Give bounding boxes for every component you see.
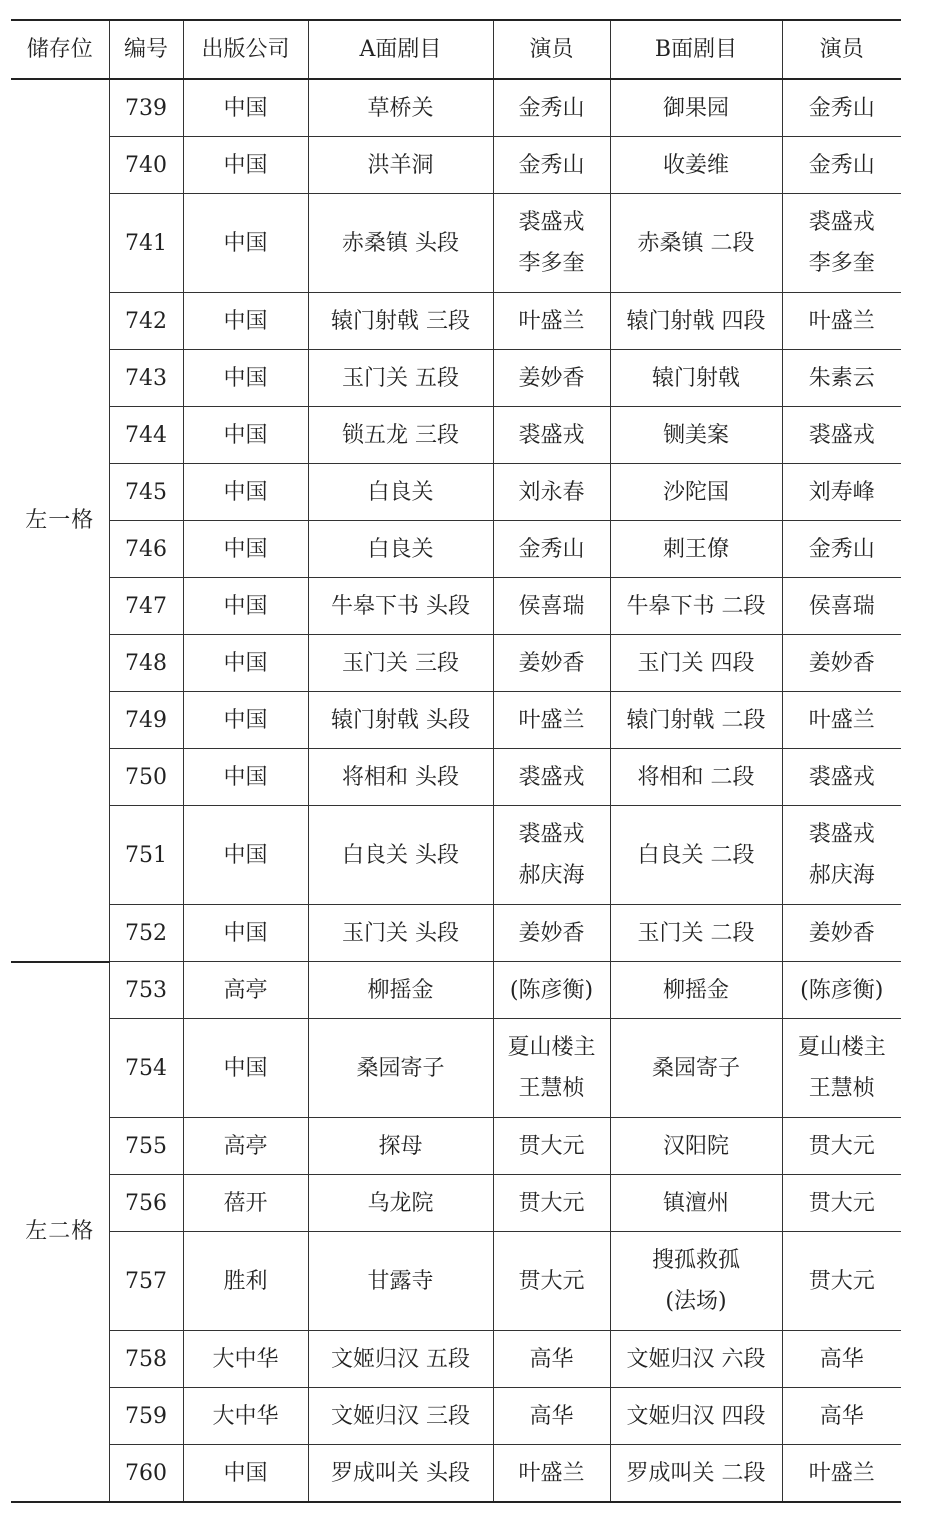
a-side-title: 桑园寄子 [308, 1019, 493, 1118]
b-side-actor: 贯大元 [782, 1175, 901, 1232]
a-side-title: 草桥关 [308, 79, 493, 137]
b-side-title: 文姬归汉 四段 [610, 1388, 782, 1445]
b-side-actor: 夏山楼主 王慧桢 [782, 1019, 901, 1118]
b-side-actor: 叶盛兰 [782, 293, 901, 350]
a-side-title: 罗成叫关 头段 [308, 1445, 493, 1503]
record-company: 中国 [183, 293, 308, 350]
record-number: 747 [109, 578, 183, 635]
b-side-actor: 贯大元 [782, 1232, 901, 1331]
record-company: 大中华 [183, 1331, 308, 1388]
a-side-title: 赤桑镇 头段 [308, 194, 493, 293]
b-side-actor: 叶盛兰 [782, 1445, 901, 1503]
b-side-actor: 裘盛戎 李多奎 [782, 194, 901, 293]
a-side-title: 玉门关 三段 [308, 635, 493, 692]
table-row [11, 79, 901, 137]
b-side-title: 御果园 [610, 79, 782, 137]
b-side-title: 辕门射戟 四段 [610, 293, 782, 350]
a-side-title: 文姬归汉 三段 [308, 1388, 493, 1445]
table-row [11, 407, 901, 464]
header-company: 出版公司 [183, 20, 308, 79]
b-side-actor: 裘盛戎 [782, 407, 901, 464]
table-row [11, 1019, 901, 1118]
table-row [11, 1232, 901, 1331]
a-side-title: 探母 [308, 1118, 493, 1175]
record-number: 741 [109, 194, 183, 293]
record-number: 744 [109, 407, 183, 464]
header-a-side-title: A面剧目 [308, 20, 493, 79]
a-side-actor: 姜妙香 [493, 905, 610, 962]
a-side-actor: 高华 [493, 1388, 610, 1445]
table-row [11, 692, 901, 749]
table-row [11, 749, 901, 806]
b-side-title: 文姬归汉 六段 [610, 1331, 782, 1388]
record-number: 742 [109, 293, 183, 350]
table-row [11, 806, 901, 905]
b-side-actor: 贯大元 [782, 1118, 901, 1175]
a-side-title: 文姬归汉 五段 [308, 1331, 493, 1388]
b-side-actor: 朱素云 [782, 350, 901, 407]
record-company: 中国 [183, 407, 308, 464]
a-side-actor: 金秀山 [493, 79, 610, 137]
b-side-title: 赤桑镇 二段 [610, 194, 782, 293]
a-side-title: 辕门射戟 头段 [308, 692, 493, 749]
table-row [11, 137, 901, 194]
a-side-actor: 裘盛戎 [493, 407, 610, 464]
b-side-actor: 金秀山 [782, 79, 901, 137]
a-side-title: 玉门关 五段 [308, 350, 493, 407]
record-company: 大中华 [183, 1388, 308, 1445]
b-side-title: 玉门关 二段 [610, 905, 782, 962]
storage-location: 左一格 [11, 79, 109, 962]
record-company: 中国 [183, 137, 308, 194]
b-side-title: 玉门关 四段 [610, 635, 782, 692]
a-side-title: 甘露寺 [308, 1232, 493, 1331]
b-side-actor: 侯喜瑞 [782, 578, 901, 635]
table-row [11, 578, 901, 635]
b-side-actor: (陈彦衡) [782, 962, 901, 1019]
a-side-title: 辕门射戟 三段 [308, 293, 493, 350]
a-side-actor: 姜妙香 [493, 635, 610, 692]
b-side-title: 沙陀国 [610, 464, 782, 521]
a-side-actor: 金秀山 [493, 137, 610, 194]
a-side-title: 玉门关 头段 [308, 905, 493, 962]
record-company: 胜利 [183, 1232, 308, 1331]
b-side-title: 刺王僚 [610, 521, 782, 578]
a-side-title: 锁五龙 三段 [308, 407, 493, 464]
table-row [11, 293, 901, 350]
a-side-actor: 叶盛兰 [493, 692, 610, 749]
a-side-title: 洪羊洞 [308, 137, 493, 194]
b-side-title: 辕门射戟 [610, 350, 782, 407]
record-number: 757 [109, 1232, 183, 1331]
record-company: 中国 [183, 806, 308, 905]
a-side-actor: 叶盛兰 [493, 293, 610, 350]
header-a-side-actor: 演员 [493, 20, 610, 79]
record-catalog-table [11, 19, 901, 1503]
table-row [11, 1118, 901, 1175]
record-company: 中国 [183, 1445, 308, 1503]
a-side-title: 白良关 [308, 464, 493, 521]
a-side-title: 柳摇金 [308, 962, 493, 1019]
record-number: 748 [109, 635, 183, 692]
a-side-actor: 高华 [493, 1331, 610, 1388]
record-number: 751 [109, 806, 183, 905]
b-side-actor: 高华 [782, 1331, 901, 1388]
record-number: 756 [109, 1175, 183, 1232]
a-side-actor: 贯大元 [493, 1118, 610, 1175]
b-side-title: 桑园寄子 [610, 1019, 782, 1118]
record-number: 754 [109, 1019, 183, 1118]
a-side-title: 将相和 头段 [308, 749, 493, 806]
b-side-actor: 高华 [782, 1388, 901, 1445]
record-company: 中国 [183, 635, 308, 692]
table-row [11, 1445, 901, 1503]
a-side-actor: 金秀山 [493, 521, 610, 578]
a-side-title: 乌龙院 [308, 1175, 493, 1232]
table-row [11, 905, 901, 962]
record-number: 739 [109, 79, 183, 137]
record-number: 755 [109, 1118, 183, 1175]
record-company: 中国 [183, 692, 308, 749]
table-row [11, 1388, 901, 1445]
a-side-title: 牛皋下书 头段 [308, 578, 493, 635]
b-side-actor: 姜妙香 [782, 635, 901, 692]
b-side-actor: 叶盛兰 [782, 692, 901, 749]
a-side-actor: 裘盛戎 郝庆海 [493, 806, 610, 905]
b-side-title: 白良关 二段 [610, 806, 782, 905]
b-side-title: 铡美案 [610, 407, 782, 464]
table-row [11, 194, 901, 293]
b-side-title: 柳摇金 [610, 962, 782, 1019]
record-number: 745 [109, 464, 183, 521]
table-row [11, 464, 901, 521]
a-side-actor: 夏山楼主 王慧桢 [493, 1019, 610, 1118]
table-row [11, 521, 901, 578]
record-company: 中国 [183, 521, 308, 578]
header-b-side-title: B面剧目 [610, 20, 782, 79]
table-row [11, 1331, 901, 1388]
a-side-actor: 贯大元 [493, 1232, 610, 1331]
record-company: 高亭 [183, 962, 308, 1019]
record-number: 753 [109, 962, 183, 1019]
b-side-title: 搜孤救孤 (法场) [610, 1232, 782, 1331]
header-number: 编号 [109, 20, 183, 79]
record-company: 蓓开 [183, 1175, 308, 1232]
b-side-title: 汉阳院 [610, 1118, 782, 1175]
record-number: 749 [109, 692, 183, 749]
record-number: 750 [109, 749, 183, 806]
record-company: 中国 [183, 79, 308, 137]
a-side-actor: 裘盛戎 [493, 749, 610, 806]
record-number: 743 [109, 350, 183, 407]
a-side-actor: (陈彦衡) [493, 962, 610, 1019]
b-side-actor: 裘盛戎 [782, 749, 901, 806]
header-row [11, 20, 901, 79]
record-company: 中国 [183, 464, 308, 521]
record-company: 中国 [183, 905, 308, 962]
b-side-actor: 裘盛戎 郝庆海 [782, 806, 901, 905]
b-side-actor: 刘寿峰 [782, 464, 901, 521]
a-side-actor: 姜妙香 [493, 350, 610, 407]
b-side-actor: 金秀山 [782, 521, 901, 578]
header-b-side-actor: 演员 [782, 20, 901, 79]
a-side-title: 白良关 [308, 521, 493, 578]
record-number: 752 [109, 905, 183, 962]
record-company: 高亭 [183, 1118, 308, 1175]
a-side-actor: 贯大元 [493, 1175, 610, 1232]
a-side-actor: 裘盛戎 李多奎 [493, 194, 610, 293]
record-number: 746 [109, 521, 183, 578]
a-side-title: 白良关 头段 [308, 806, 493, 905]
record-company: 中国 [183, 194, 308, 293]
b-side-actor: 姜妙香 [782, 905, 901, 962]
record-company: 中国 [183, 350, 308, 407]
table-row [11, 635, 901, 692]
record-number: 758 [109, 1331, 183, 1388]
record-company: 中国 [183, 578, 308, 635]
record-company: 中国 [183, 749, 308, 806]
b-side-title: 将相和 二段 [610, 749, 782, 806]
record-company: 中国 [183, 1019, 308, 1118]
a-side-actor: 侯喜瑞 [493, 578, 610, 635]
b-side-title: 镇澶州 [610, 1175, 782, 1232]
b-side-title: 罗成叫关 二段 [610, 1445, 782, 1503]
storage-location: 左二格 [11, 962, 109, 1503]
a-side-actor: 叶盛兰 [493, 1445, 610, 1503]
table-row [11, 1175, 901, 1232]
record-number: 740 [109, 137, 183, 194]
record-number: 760 [109, 1445, 183, 1503]
b-side-title: 辕门射戟 二段 [610, 692, 782, 749]
a-side-actor: 刘永春 [493, 464, 610, 521]
header-location: 储存位 [11, 20, 109, 79]
b-side-title: 牛皋下书 二段 [610, 578, 782, 635]
table-row [11, 350, 901, 407]
record-number: 759 [109, 1388, 183, 1445]
records-body [11, 79, 901, 1502]
table-row [11, 962, 901, 1019]
b-side-actor: 金秀山 [782, 137, 901, 194]
b-side-title: 收姜维 [610, 137, 782, 194]
